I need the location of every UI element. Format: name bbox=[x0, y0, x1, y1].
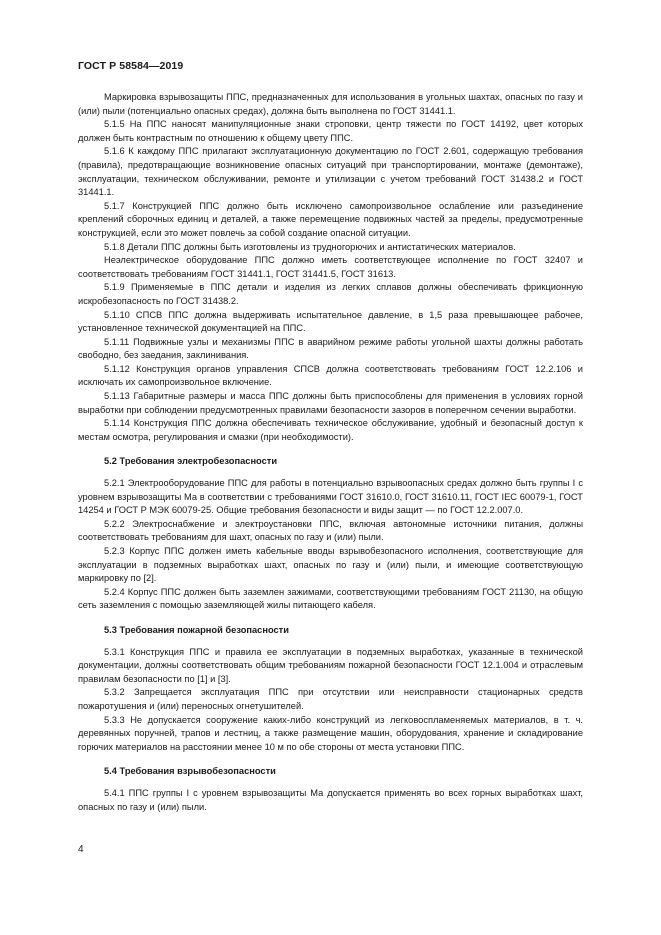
paragraph: 5.1.14 Конструкция ППС должна обеспечивать техническое обслуживание, удобный и безопасный доступ к местам осмотра, регулирования и смазки (при необходимости). bbox=[78, 418, 583, 442]
paragraph: 5.1.6 К каждому ППС прилагают эксплуатационную документацию по ГОСТ 2.601, содержащую требования (правила), предотвращающие возникновение опасных ситуаций при транспортировании, монтаже (демонтаже), эксплуатации, техническом обслуживании, ремонте и утилизации с учетом требований ГОСТ 31438.2 и ГОСТ 31441.1. bbox=[78, 146, 583, 198]
paragraph: 5.1.7 Конструкцией ППС должно быть исключено самопроизвольное ослабление или разъединение креплений сборочных единиц и деталей, а также перемещение подвижных частей за пределы, предусмотренные конструкцией, если это может повлечь за собой создание опасной ситуации. bbox=[78, 200, 583, 238]
paragraph: 5.3.2 Запрещается эксплуатация ППС при отсутствии или неисправности стационарных средств пожаротушения и (или) переносных огнетушителей. bbox=[78, 687, 583, 711]
paragraph: Неэлектрическое оборудование ППС должно иметь соответствующее исполнение по ГОСТ 32407 и соответствовать требованиям ГОСТ 31441.1, ГОСТ 31441.5, ГОСТ 31613. bbox=[78, 255, 583, 279]
paragraph: 5.1.5 На ППС наносят манипуляционные знаки строповки, центр тяжести по ГОСТ 14192, цвет которых должен быть контрастным по отношению к общему цвету ППС. bbox=[78, 119, 583, 143]
paragraph: 5.1.8 Детали ППС должны быть изготовлены из трудногорючих и антистатических материалов. bbox=[104, 241, 516, 252]
page-number: 4 bbox=[78, 844, 84, 855]
paragraph: 5.3.3 Не допускается сооружение каких-либо конструкций из легковоспламеняемых материалов, в т. ч. деревянных поручней, трапов и лестниц, а также размещение машин, оборудования, хранение и складирование горючих материалов на расстоянии менее 10 м по обе стороны от места установки ППС. bbox=[78, 714, 583, 752]
paragraph: 5.1.13 Габаритные размеры и масса ППС должны быть приспособлены для применения в условиях горной выработки при соблюдении предусмотренных правилами безопасности зазоров в поперечном сечении выработки. bbox=[78, 391, 583, 415]
document-body bbox=[78, 91, 583, 814]
paragraph: 5.2.2 Электроснабжение и электроустановки ППС, включая автономные источники питания, должны соответствовать требованиям для шахт, опасных по газу и (или) пыли. bbox=[78, 518, 583, 543]
section-heading-5-2: 5.2 Требования электробезопасности bbox=[104, 456, 278, 467]
paragraph: 5.1.9 Применяемые в ППС детали и изделия из легких сплавов должны обеспечивать фрикционную искробезопасность по ГОСТ 31438.2. bbox=[78, 282, 583, 306]
paragraph: 5.1.11 Подвижные узлы и механизмы ППС в аварийном режиме работы угольной шахты должны работать свободно, без заедания, заклинивания. bbox=[78, 336, 583, 361]
section-heading-5-3: 5.3 Требования пожарной безопасности bbox=[104, 624, 289, 635]
paragraph: 5.1.10 СПСВ ППС должна выдерживать испытательное давление, в 1,5 раза превышающее рабочее, установленное технической документацией на ППС. bbox=[78, 309, 583, 334]
paragraph: 5.2.3 Корпус ППС должен иметь кабельные вводы взрывобезопасного исполнения, соответствующие для эксплуатации в подземных выработках шахт, опасных по газу и (или) пыли, и имеющие соответствующую маркировку по [2]. bbox=[78, 546, 583, 584]
paragraph: 5.2.1 Электрооборудование ППС для работы в потенциально взрывоопасных средах должно быть группы I с уровнем взрывозащиты Ма в соответствии с требованиями ГОСТ 31610.0, ГОСТ 31610.11, ГОСТ IEC 60079-1, ГОСТ 14254 и ГОСТ Р МЭК 60079-25. Общие требования безопасности и виды защит — по ГОСТ 12.2.007.0. bbox=[78, 478, 583, 516]
section-heading-5-4: 5.4 Требования взрывобезопасности bbox=[104, 766, 276, 777]
document-header: ГОСТ Р 58584—2019 bbox=[78, 60, 184, 72]
paragraph: 5.1.12 Конструкция органов управления СПСВ должна соответствовать требованиям ГОСТ 12.2.106 и исключать их самопроизвольное включение. bbox=[78, 363, 583, 388]
paragraph: 5.3.1 Конструкция ППС и правила ее эксплуатации в подземных выработках, указанные в технической документации, должны соответствовать общим требованиям пожарной безопасности ГОСТ 12.1.004 и отраслевым правилам безопасности по [1] и [3]. bbox=[78, 646, 583, 684]
paragraph: 5.4.1 ППС группы I с уровнем взрывозащиты Ма допускается применять во всех горных выработках шахт, опасных по газу и (или) пыли. bbox=[78, 787, 583, 812]
paragraph: Маркировка взрывозащиты ППС, предназначенных для использования в угольных шахтах, опасных по газу и (или) пыли (потенциально опасных средах), должна быть выполнена по ГОСТ 31441.1. bbox=[78, 92, 583, 116]
paragraph: 5.2.4 Корпус ППС должен быть заземлен зажимами, соответствующими требованиям ГОСТ 21130, на общую сеть заземления с помощью заземляющей жилы питающего кабеля. bbox=[78, 586, 583, 611]
